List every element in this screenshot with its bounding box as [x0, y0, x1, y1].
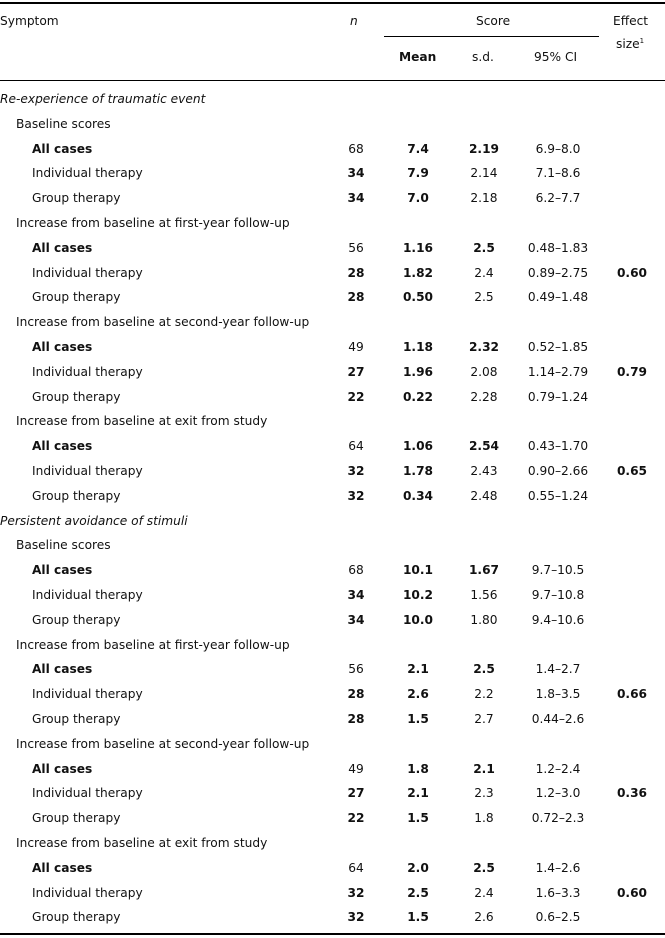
effect-size-cell	[612, 186, 652, 211]
row-label: All cases	[32, 141, 93, 156]
section-title: Persistent avoidance of stimuli	[0, 513, 188, 528]
ci-cell: 1.2–2.4	[535, 761, 581, 776]
header-ci: 95% CI	[534, 50, 578, 64]
n-cell: 34	[347, 166, 365, 181]
ci-cell: 1.14–2.79	[527, 364, 589, 379]
effect-size-cell	[612, 236, 652, 261]
group-heading-row	[0, 310, 665, 335]
effect-size-cell	[612, 335, 652, 360]
sd-cell: 2.5	[473, 662, 495, 677]
mean-cell: 2.0	[407, 860, 429, 875]
mean-cell: 0.22	[402, 389, 434, 404]
effect-size-cell: 0.65	[616, 463, 648, 478]
table-row	[0, 285, 665, 310]
ci-cell: 9.7–10.5	[531, 563, 585, 578]
sd-cell: 2.2	[474, 687, 494, 702]
row-label: All cases	[32, 860, 93, 875]
table-row	[0, 261, 665, 286]
n-cell: 28	[347, 290, 365, 305]
n-cell: 34	[347, 612, 365, 627]
ci-cell: 0.48–1.83	[527, 240, 589, 255]
mean-cell: 0.50	[402, 290, 434, 305]
sd-cell: 2.3	[474, 786, 494, 801]
table-row	[0, 558, 665, 583]
ci-cell: 0.43–1.70	[527, 439, 589, 454]
n-cell: 49	[348, 339, 364, 354]
mean-cell: 1.5	[407, 910, 429, 925]
ci-cell: 6.9–8.0	[535, 141, 581, 156]
sd-cell: 2.43	[470, 463, 498, 478]
table-row	[0, 186, 665, 211]
ci-cell: 0.89–2.75	[527, 265, 589, 280]
group-title: Baseline scores	[16, 116, 111, 131]
mean-cell: 10.0	[402, 612, 434, 627]
table-row	[0, 583, 665, 608]
group-title: Increase from baseline at first-year follow-up	[16, 637, 290, 652]
ci-cell: 0.72–2.3	[531, 811, 585, 826]
table-row	[0, 459, 665, 484]
table-row	[0, 657, 665, 682]
effect-size-cell	[612, 137, 652, 162]
ci-cell: 0.44–2.6	[531, 711, 585, 726]
row-label: Group therapy	[32, 488, 121, 503]
group-heading-row	[0, 831, 665, 856]
row-label: All cases	[32, 339, 93, 354]
sd-cell: 2.08	[470, 364, 498, 379]
row-label: Group therapy	[32, 389, 121, 404]
table-row	[0, 161, 665, 186]
mean-cell: 1.8	[407, 761, 429, 776]
effect-size-cell	[612, 905, 652, 930]
mean-cell: 1.16	[402, 240, 434, 255]
group-heading-row	[0, 533, 665, 558]
ci-cell: 0.55–1.24	[527, 488, 589, 503]
table-row	[0, 707, 665, 732]
effect-size-cell	[612, 657, 652, 682]
group-title: Increase from baseline at second-year follow-up	[16, 736, 310, 751]
row-label: Individual therapy	[32, 885, 143, 900]
n-cell: 32	[347, 910, 365, 925]
ci-cell: 0.6–2.5	[535, 910, 581, 925]
sd-cell: 1.80	[470, 612, 498, 627]
row-label: Individual therapy	[32, 265, 143, 280]
effect-size-cell: 0.79	[616, 364, 648, 379]
mean-cell: 2.5	[407, 885, 429, 900]
sd-cell: 2.28	[470, 389, 498, 404]
ci-cell: 0.49–1.48	[527, 290, 589, 305]
ci-cell: 0.79–1.24	[527, 389, 589, 404]
mean-cell: 7.9	[407, 166, 429, 181]
effect-size-cell	[612, 707, 652, 732]
ci-cell: 1.4–2.6	[535, 860, 581, 875]
effect-size-cell	[612, 558, 652, 583]
effect-size-cell	[612, 484, 652, 509]
n-cell: 56	[348, 662, 364, 677]
header-mean: Mean	[399, 50, 437, 64]
table-row	[0, 682, 665, 707]
row-label: All cases	[32, 240, 93, 255]
n-cell: 27	[347, 786, 365, 801]
score-rule	[384, 36, 599, 37]
ci-cell: 1.2–3.0	[535, 786, 581, 801]
effect-size-cell: 0.66	[616, 687, 648, 702]
mean-cell: 2.1	[407, 662, 429, 677]
mean-cell: 2.1	[407, 786, 429, 801]
section-title: Re-experience of traumatic event	[0, 92, 206, 106]
row-label: All cases	[32, 563, 93, 578]
section-heading-row	[0, 87, 665, 112]
group-heading-row	[0, 112, 665, 137]
table-row	[0, 385, 665, 410]
table-row	[0, 757, 665, 782]
sd-cell: 2.6	[474, 910, 494, 925]
ci-cell: 0.90–2.66	[527, 463, 589, 478]
effect-size-cell	[612, 757, 652, 782]
effect-size-cell	[612, 285, 652, 310]
table-row	[0, 484, 665, 509]
sd-cell: 2.19	[468, 141, 500, 156]
n-cell: 34	[347, 587, 365, 602]
group-heading-row	[0, 732, 665, 757]
mean-cell: 0.34	[402, 488, 434, 503]
top-rule	[0, 2, 665, 4]
row-label: Individual therapy	[32, 364, 143, 379]
row-label: Individual therapy	[32, 587, 143, 602]
row-label: Group therapy	[32, 290, 121, 305]
header-effect-size	[616, 37, 644, 51]
sd-cell: 2.1	[473, 761, 495, 776]
row-label: Group therapy	[32, 910, 121, 925]
ci-cell: 1.4–2.7	[535, 662, 581, 677]
row-label: Group therapy	[32, 191, 121, 206]
sd-cell: 2.48	[470, 488, 498, 503]
header-effect-size-text: size	[616, 37, 640, 52]
effect-size-cell	[612, 608, 652, 633]
ci-cell: 1.8–3.5	[535, 687, 581, 702]
table-row	[0, 806, 665, 831]
row-label: Individual therapy	[32, 463, 143, 478]
mean-cell: 1.5	[407, 811, 429, 826]
mean-cell: 1.96	[402, 364, 434, 379]
effect-size-cell: 0.60	[616, 885, 648, 900]
row-label: Group therapy	[32, 711, 121, 726]
table-row	[0, 781, 665, 806]
effect-size-cell	[612, 434, 652, 459]
header-sd: s.d.	[472, 50, 494, 64]
mean-cell: 1.06	[402, 439, 434, 454]
sd-cell: 2.5	[473, 240, 495, 255]
mean-cell: 7.4	[407, 141, 429, 156]
row-label: All cases	[32, 761, 93, 776]
sd-cell: 2.14	[470, 166, 498, 181]
row-label: Individual therapy	[32, 687, 143, 702]
ci-cell: 6.2–7.7	[535, 191, 581, 206]
effect-size-cell	[612, 806, 652, 831]
bottom-rule	[0, 933, 665, 935]
effect-size-cell	[612, 583, 652, 608]
table-row	[0, 905, 665, 930]
ci-cell: 7.1–8.6	[535, 166, 581, 181]
header-effect: Effect	[613, 14, 649, 28]
table-row	[0, 137, 665, 162]
sd-cell: 1.67	[468, 563, 500, 578]
n-cell: 28	[347, 265, 365, 280]
row-label: Individual therapy	[32, 166, 143, 181]
mean-cell: 1.18	[402, 339, 434, 354]
header-symptom: Symptom	[0, 14, 59, 28]
n-cell: 28	[347, 687, 365, 702]
section-heading-row	[0, 509, 665, 534]
table-row	[0, 236, 665, 261]
group-heading-row	[0, 633, 665, 658]
group-title: Increase from baseline at second-year follow-up	[16, 315, 310, 330]
n-cell: 68	[348, 563, 364, 578]
row-label: Group therapy	[32, 612, 121, 627]
sd-cell: 2.4	[474, 885, 494, 900]
sd-cell: 1.8	[474, 811, 494, 826]
group-heading-row	[0, 211, 665, 236]
sd-cell: 2.7	[474, 711, 494, 726]
table-body	[0, 87, 665, 930]
n-cell: 34	[347, 191, 365, 206]
table-row	[0, 434, 665, 459]
sd-cell: 2.4	[474, 265, 494, 280]
sd-cell: 2.18	[470, 191, 498, 206]
mean-cell: 1.78	[402, 463, 434, 478]
n-cell: 68	[348, 141, 364, 156]
mean-cell: 10.2	[402, 587, 434, 602]
table-row	[0, 360, 665, 385]
row-label: Individual therapy	[32, 786, 143, 801]
ci-cell: 0.52–1.85	[527, 339, 589, 354]
n-cell: 28	[347, 711, 365, 726]
ci-cell: 9.7–10.8	[531, 587, 585, 602]
mean-cell: 1.5	[407, 711, 429, 726]
n-cell: 32	[347, 463, 365, 478]
header-score: Score	[476, 14, 511, 28]
sd-cell: 2.54	[468, 439, 500, 454]
group-title: Increase from baseline at first-year follow-up	[16, 215, 290, 230]
header-n: n	[350, 14, 358, 28]
n-cell: 32	[347, 885, 365, 900]
row-label: All cases	[32, 439, 93, 454]
effect-size-cell	[612, 856, 652, 881]
effect-size-cell	[612, 385, 652, 410]
effect-size-cell	[612, 161, 652, 186]
n-cell: 22	[347, 389, 365, 404]
n-cell: 22	[347, 811, 365, 826]
effect-size-cell: 0.36	[616, 786, 648, 801]
ci-cell: 9.4–10.6	[531, 612, 585, 627]
row-label: Group therapy	[32, 811, 121, 826]
sd-cell: 2.32	[468, 339, 500, 354]
n-cell: 49	[348, 761, 364, 776]
group-heading-row	[0, 409, 665, 434]
sd-cell: 2.5	[474, 290, 494, 305]
footnote-marker: 1	[639, 37, 645, 45]
n-cell: 64	[348, 439, 364, 454]
n-cell: 56	[348, 240, 364, 255]
mean-cell: 1.82	[402, 265, 434, 280]
group-title: Increase from baseline at exit from study	[16, 414, 268, 429]
sd-cell: 1.56	[470, 587, 498, 602]
group-title: Increase from baseline at exit from study	[16, 835, 268, 850]
n-cell: 64	[348, 860, 364, 875]
mean-cell: 10.1	[402, 563, 434, 578]
table-row	[0, 856, 665, 881]
table-row	[0, 335, 665, 360]
mean-cell: 7.0	[407, 191, 429, 206]
n-cell: 32	[347, 488, 365, 503]
mean-cell: 2.6	[407, 687, 429, 702]
table-row	[0, 881, 665, 906]
sd-cell: 2.5	[473, 860, 495, 875]
n-cell: 27	[347, 364, 365, 379]
table-row	[0, 608, 665, 633]
header-rule	[0, 80, 665, 81]
row-label: All cases	[32, 662, 93, 677]
effect-size-cell: 0.60	[616, 265, 648, 280]
ci-cell: 1.6–3.3	[535, 885, 581, 900]
group-title: Baseline scores	[16, 538, 111, 553]
